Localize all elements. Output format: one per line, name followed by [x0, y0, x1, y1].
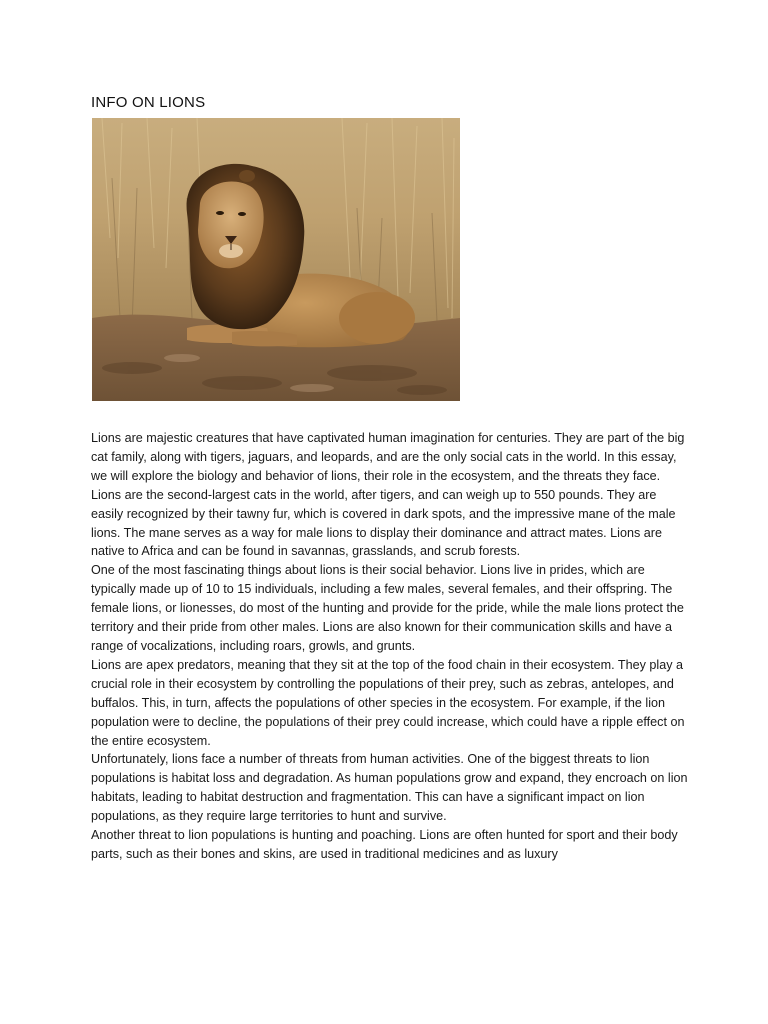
paragraph-3: One of the most fascinating things about lions is their social behavior. Lions live in prides, which are typically made up of 10 to 15 individuals, including a few males, several females, and their offspring. The female lions, or lionesses, do most of the hunting and provide for the pride, while the male lions protect the territory and their pride from other males. Lions are also known for their communication skills and have a range of vocalizations, including roars, growls, and grunts.	[91, 563, 684, 653]
paragraph-1: Lions are majestic creatures that have captivated human imagination for centuries. They are part of the big cat family, along with tigers, jaguars, and leopards, and are the only social cats in the world. In this essay, we will explore the biology and behavior of lions, their role in the ecosystem, and the threats they face.	[91, 431, 685, 483]
paragraph-5: Unfortunately, lions face a number of threats from human activities. One of the biggest threats to lion populations is habitat loss and degradation. As human populations grow and expand, they encroach on lion habitats, leading to habitat destruction and fragmentation. This can have a significant impact on lion populations, as they require large territories to hunt and survive.	[91, 752, 688, 824]
page-title: INFO ON LIONS	[91, 94, 206, 111]
essay-body	[91, 429, 691, 864]
lion-photo	[92, 118, 460, 401]
lion-photo-illustration	[92, 118, 460, 401]
paragraph-2: Lions are the second-largest cats in the world, after tigers, and can weigh up to 550 pounds. They are easily recognized by their tawny fur, which is covered in dark spots, and the impressive mane of the male lions. The mane serves as a way for male lions to display their dominance and attract mates. Lions are native to Africa and can be found in savannas, grasslands, and scrub forests.	[91, 487, 676, 559]
paragraph-6: Another threat to lion populations is hunting and poaching. Lions are often hunted for sport and their body parts, such as their bones and skins, are used in traditional medicines and as luxury	[91, 828, 678, 861]
paragraph-4: Lions are apex predators, meaning that they sit at the top of the food chain in their ecosystem. They play a crucial role in their ecosystem by controlling the populations of their prey, such as zebras, antelopes, and buffalos. This, in turn, affects the populations of other species in the ecosystem. For example, if the lion population were to decline, the populations of their prey could increase, which could have a ripple effect on the entire ecosystem.	[91, 657, 685, 748]
